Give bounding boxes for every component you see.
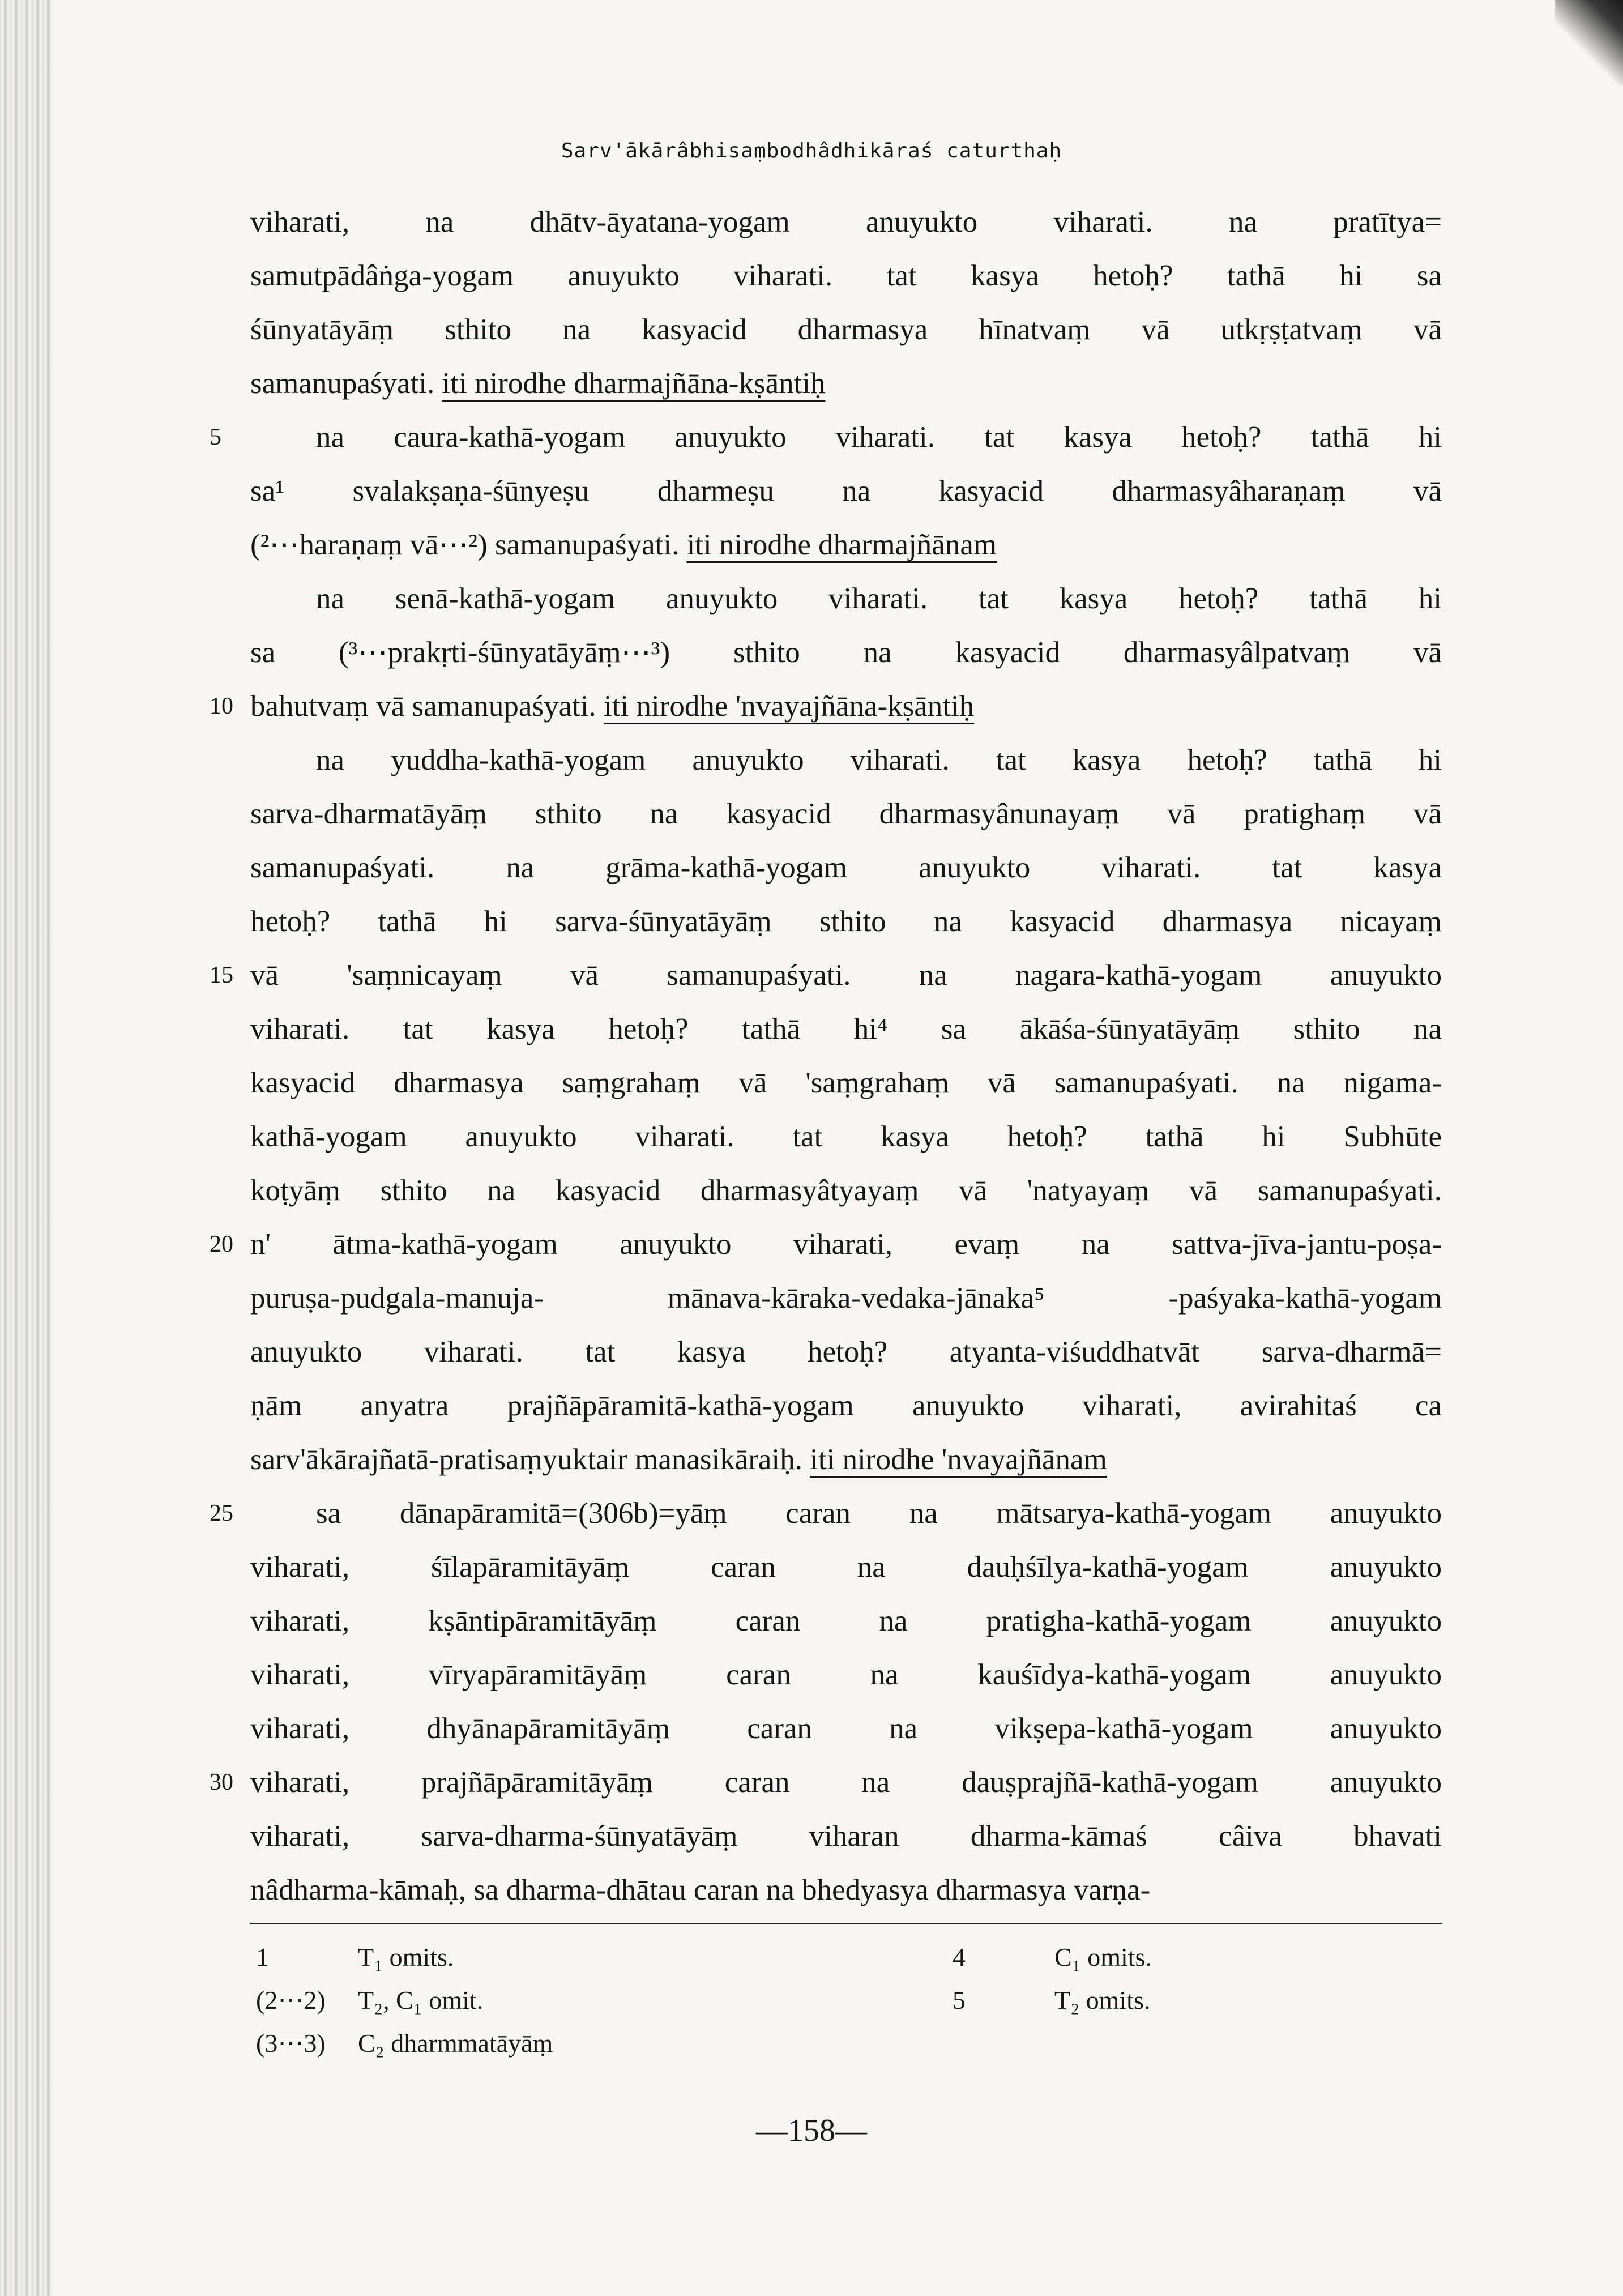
footnote-text: T₂ omits. [1054,1986,1151,2015]
main-text [210,195,1442,1917]
footnote [953,1936,1152,1979]
footnote-divider [250,1923,1442,1924]
footnote-text: T₂, C₁ omit. [358,1986,484,2015]
line-number: 5 [210,424,221,450]
line-text: viharati, dhyānapāramitāyāṃ caran na vikṣepa-kathā-yogam anuyukto [250,1712,1442,1745]
text-line [250,841,1442,895]
text-line [210,411,1442,464]
text-line [250,1648,1442,1702]
line-text: sa dānapāramitā=(306b)=yāṃ caran na mātsarya-kathā-yogam anuyukto [316,1497,1442,1530]
text-line [210,949,1442,1002]
line-text: sa (³⋯prakṛti-śūnyatāyāṃ⋯³) sthito na kasyacid dharmasyâlpatvaṃ vā [250,636,1442,669]
line-text: na caura-kathā-yogam anuyukto viharati. tat kasya hetoḥ? tathā hi [316,421,1442,454]
text-line [250,249,1442,303]
footnote [256,1979,553,2022]
line-text: vā 'saṃnicayaṃ vā samanupaśyati. na nagara-kathā-yogam anuyukto [250,959,1442,992]
line-text: koṭyāṃ sthito na kasyacid dharmasyâtyayaṃ vā 'natyayaṃ vā samanupaśyati. [250,1174,1442,1207]
footnote [256,2022,553,2065]
line-number: 20 [210,1231,233,1257]
underlined-heading: iti nirodhe dharmajñāna-kṣāntiḥ [442,367,826,400]
line-text: viharati, sarva-dharma-śūnyatāyāṃ viharan dharma-kāmaś câiva bhavati [250,1820,1442,1853]
line-text: samanupaśyati. na grāma-kathā-yogam anuyukto viharati. tat kasya [250,851,1442,884]
line-text: sa¹ svalakṣaṇa-śūnyeṣu dharmeṣu na kasyacid dharmasyâharaṇaṃ vā [250,475,1442,507]
text-line [250,518,1442,572]
scan-corner-shadow [1555,0,1623,85]
text-line [250,787,1442,841]
line-text: nâdharma-kāmaḥ, sa dharma-dhātau caran na bhedyasya dharmasya varṇa- [250,1873,1151,1906]
running-head: Sarv'ākārâbhisaṃbodhâdhikāraś caturthaḥ [561,139,1062,163]
line-text: samutpādâṅga-yogam anuyukto viharati. tat kasya hetoḥ? tathā hi sa [250,259,1442,292]
line-text: samanupaśyati. [250,367,442,400]
line-text: bahutvaṃ vā samanupaśyati. [250,690,604,723]
line-text: (²⋯haraṇaṃ vā⋯²) samanupaśyati. [250,528,687,561]
line-text: viharati, prajñāpāramitāyāṃ caran na dauṣprajñā-kathā-yogam anuyukto [250,1766,1442,1799]
footnote-text: T₁ omits. [358,1943,454,1971]
footnotes-left-column [256,1936,553,2065]
page-number: —158— [756,2113,867,2148]
line-text: viharati, śīlapāramitāyāṃ caran na dauḥśīlya-kathā-yogam anuyukto [250,1551,1442,1584]
text-line [250,1164,1442,1218]
line-text: sarv'ākārajñatā-pratisaṃyuktair manasikāraiḥ. [250,1443,810,1476]
text-line [250,1271,1442,1325]
line-text: na senā-kathā-yogam anuyukto viharati. tat kasya hetoḥ? tathā hi [316,582,1442,615]
text-line [250,1810,1442,1863]
line-number: 30 [210,1769,233,1795]
footnote [256,1936,553,1979]
footnote-label: (2⋯2) [256,1986,326,2015]
line-text: puruṣa-pudgala-manuja- mānava-kāraka-vedaka-jānaka⁵ -paśyaka-kathā-yogam [250,1282,1442,1315]
text-line [250,1594,1442,1648]
text-line [250,1863,1442,1917]
line-text: kasyacid dharmasya saṃgrahaṃ vā 'saṃgrahaṃ vā samanupaśyati. na nigama- [250,1066,1442,1099]
line-text: na yuddha-kathā-yogam anuyukto viharati. tat kasya hetoḥ? tathā hi [316,744,1442,776]
line-number: 10 [210,693,233,719]
line-number: 25 [210,1500,233,1526]
text-line [250,733,1442,787]
text-line [250,303,1442,357]
text-line [250,1702,1442,1756]
scan-edge [0,0,52,2296]
text-line [250,1540,1442,1594]
line-text: viharati, kṣāntipāramitāyāṃ caran na pratigha-kathā-yogam anuyukto [250,1604,1442,1637]
footnotes-right-column [953,1936,1152,2022]
text-line [210,1218,1442,1271]
line-text: anuyukto viharati. tat kasya hetoḥ? atyanta-viśuddhatvāt sarva-dharmā= [250,1335,1442,1368]
footnote [953,1979,1152,2022]
line-text: ṇām anyatra prajñāpāramitā-kathā-yogam anuyukto viharati, avirahitaś ca [250,1389,1442,1422]
text-line [250,626,1442,680]
line-text: sarva-dharmatāyāṃ sthito na kasyacid dharmasyânunayaṃ vā pratighaṃ vā [250,797,1442,830]
line-text: hetoḥ? tathā hi sarva-śūnyatāyāṃ sthito na kasyacid dharmasya nicayaṃ [250,905,1442,938]
text-line [210,680,1442,733]
line-text: kathā-yogam anuyukto viharati. tat kasya hetoḥ? tathā hi Subhūte [250,1120,1442,1153]
footnote-label: 5 [953,1986,966,2015]
text-line [250,195,1442,249]
text-line [210,1487,1442,1540]
text-line [250,1056,1442,1110]
underlined-heading: iti nirodhe 'nvayajñāna-kṣāntiḥ [604,690,975,723]
text-line [250,1325,1442,1379]
text-line [250,464,1442,518]
text-line [210,1756,1442,1810]
text-line [250,1110,1442,1164]
line-text: śūnyatāyāṃ sthito na kasyacid dharmasya hīnatvaṃ vā utkṛṣṭatvaṃ vā [250,313,1442,346]
text-line [250,572,1442,626]
line-number: 15 [210,962,233,988]
text-line [250,1379,1442,1433]
text-line [250,1433,1442,1487]
footnote-label: (3⋯3) [256,2029,326,2058]
footnote-text: C₁ omits. [1054,1943,1152,1971]
line-text: viharati, na dhātv-āyatana-yogam anuyukto viharati. na pratītya= [250,206,1442,238]
underlined-heading: iti nirodhe 'nvayajñānam [810,1443,1107,1476]
footnote-text: C₂ dharmmatāyāṃ [358,2029,553,2058]
text-line [250,895,1442,949]
line-text: viharati, vīryapāramitāyāṃ caran na kauśīdya-kathā-yogam anuyukto [250,1658,1442,1691]
footnote-label: 1 [256,1943,269,1971]
text-line [250,357,1442,411]
footnote-label: 4 [953,1943,966,1971]
line-text: viharati. tat kasya hetoḥ? tathā hi⁴ sa ākāśa-śūnyatāyāṃ sthito na [250,1013,1442,1045]
underlined-heading: iti nirodhe dharmajñānam [686,528,997,561]
line-text: n' ātma-kathā-yogam anuyukto viharati, evaṃ na sattva-jīva-jantu-poṣa- [250,1228,1442,1261]
text-line [250,1002,1442,1056]
